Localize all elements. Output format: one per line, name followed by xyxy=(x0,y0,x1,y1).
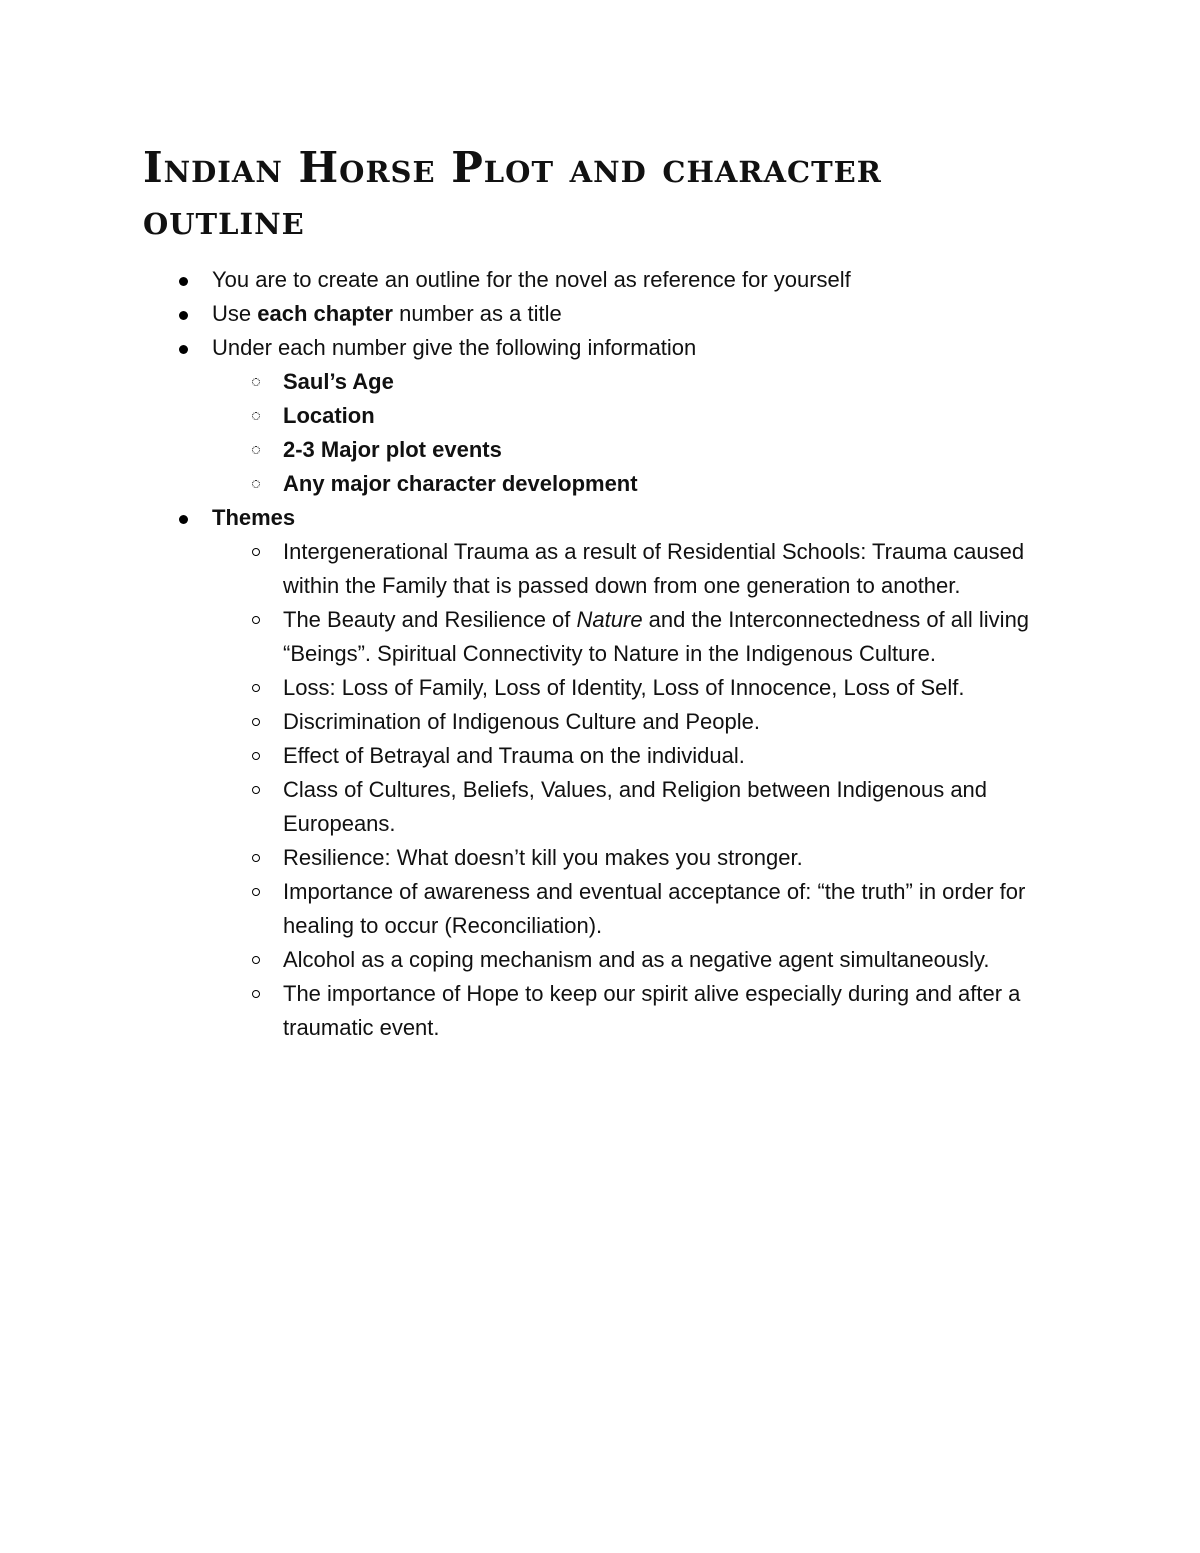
instruction-text-post: number as a title xyxy=(392,301,562,326)
circle-bullet-icon xyxy=(252,684,260,692)
disc-bullet-icon xyxy=(179,311,188,320)
circle-bullet-icon xyxy=(252,480,260,488)
circle-bullet-icon xyxy=(252,752,260,760)
info-item-text: Location xyxy=(283,403,375,428)
circle-bullet-icon xyxy=(252,412,260,420)
theme-text: Importance of awareness and eventual acceptance of: “the truth” in order for healing to occur (Reconciliation). xyxy=(283,879,1026,938)
theme-text-pre: The Beauty and Resilience of xyxy=(283,607,577,632)
list-item xyxy=(283,467,1063,501)
theme-text: Loss: Loss of Family, Loss of Identity, Loss of Innocence, Loss of Self. xyxy=(283,675,965,700)
circle-bullet-icon xyxy=(252,616,260,624)
circle-bullet-icon xyxy=(252,854,260,862)
list-item xyxy=(283,739,1063,773)
list-item xyxy=(283,841,1063,875)
outline xyxy=(0,263,1200,1045)
list-item xyxy=(283,365,1063,399)
theme-text-post: and the Interconnectedness of all living “Beings”. Spiritual Connectivity to Nature in the Indigenous Culture. xyxy=(283,607,1030,666)
theme-text: Intergenerational Trauma as a result of Residential Schools: Trauma caused within the Family that is passed down from one generation to another. xyxy=(283,539,1025,598)
circle-bullet-icon xyxy=(252,446,260,454)
theme-text: The importance of Hope to keep our spirit alive especially during and after a traumatic event. xyxy=(283,981,1021,1040)
theme-text: Alcohol as a coping mechanism and as a negative agent simultaneously. xyxy=(283,947,990,972)
instruction-text-bold: each chapter xyxy=(257,301,393,326)
list-item xyxy=(283,535,1063,603)
info-item-list xyxy=(212,365,1062,501)
list-item xyxy=(283,671,1063,705)
circle-bullet-icon xyxy=(252,990,260,998)
list-item xyxy=(283,875,1063,943)
document-title: Indian Horse Plot and character outline xyxy=(143,143,882,244)
circle-bullet-icon xyxy=(252,888,260,896)
theme-text: Class of Cultures, Beliefs, Values, and Religion between Indigenous and Europeans. xyxy=(283,777,988,836)
info-item-text: Saul’s Age xyxy=(283,369,394,394)
circle-bullet-icon xyxy=(252,786,260,794)
theme-text: Resilience: What doesn’t kill you makes you stronger. xyxy=(283,845,803,870)
disc-bullet-icon xyxy=(179,515,188,524)
list-item xyxy=(212,263,1062,297)
list-item xyxy=(212,501,1062,1045)
circle-bullet-icon xyxy=(252,956,260,964)
list-item xyxy=(283,705,1063,739)
info-item-text: 2-3 Major plot events xyxy=(283,437,502,462)
instruction-text-pre: Use xyxy=(212,301,258,326)
theme-list xyxy=(212,535,1062,1045)
theme-text-italic: Nature xyxy=(576,607,643,632)
list-item xyxy=(283,603,1063,671)
instruction-text: You are to create an outline for the novel as reference for yourself xyxy=(212,267,851,292)
list-item xyxy=(283,773,1063,841)
list-item xyxy=(212,331,1062,501)
theme-text: Discrimination of Indigenous Culture and People. xyxy=(283,709,760,734)
list-item xyxy=(283,399,1063,433)
circle-bullet-icon xyxy=(252,378,260,386)
info-item-text: Any major character development xyxy=(283,471,638,496)
instruction-list xyxy=(0,263,1200,1045)
instruction-text: Under each number give the following information xyxy=(212,335,697,360)
list-item xyxy=(283,943,1063,977)
disc-bullet-icon xyxy=(179,345,188,354)
themes-heading: Themes xyxy=(212,505,296,530)
list-item xyxy=(212,297,1062,331)
circle-bullet-icon xyxy=(252,718,260,726)
list-item xyxy=(283,433,1063,467)
theme-text: Effect of Betrayal and Trauma on the individual. xyxy=(283,743,745,768)
list-item xyxy=(283,977,1063,1045)
disc-bullet-icon xyxy=(179,277,188,286)
circle-bullet-icon xyxy=(252,548,260,556)
